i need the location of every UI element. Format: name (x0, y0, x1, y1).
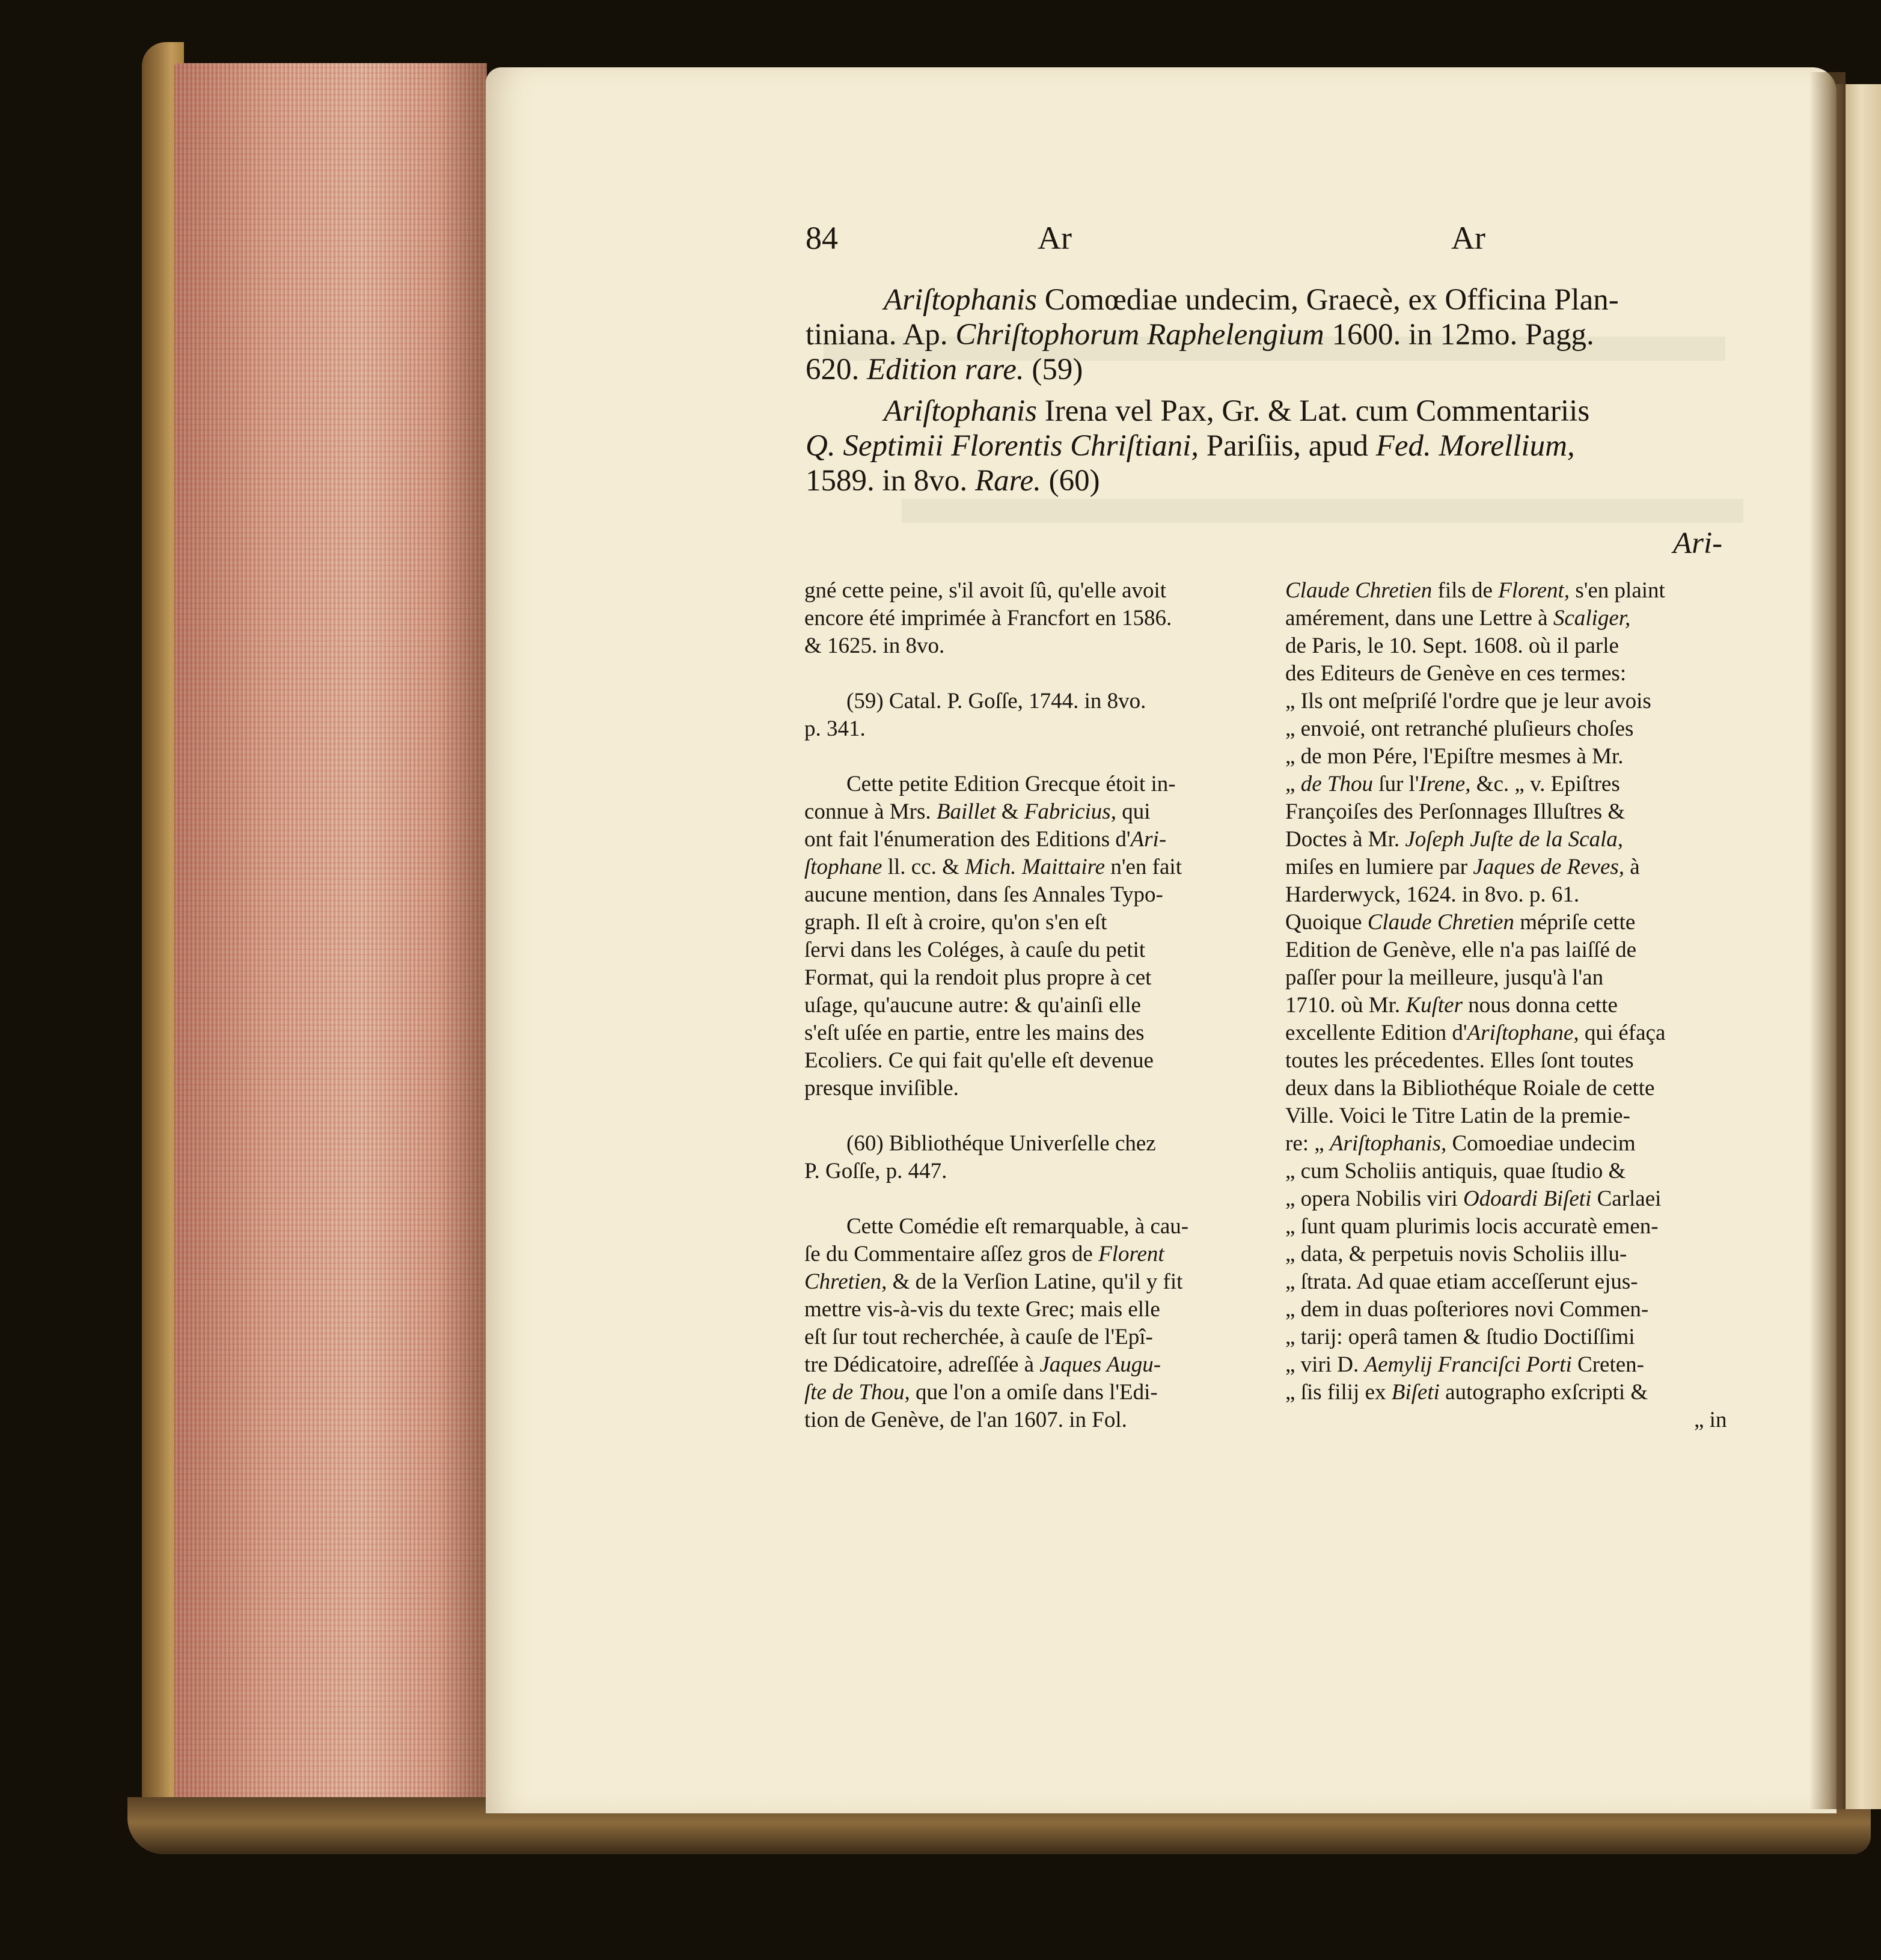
roman-text: de Paris, le 10. Sept. 1608. où il parle (1285, 633, 1619, 658)
text-line (804, 1406, 1188, 1434)
roman-text: s'en plaint (1570, 578, 1665, 603)
italic-text: Ariſtophane, (1467, 1021, 1579, 1045)
roman-text: Carlaei (1591, 1186, 1662, 1211)
text-line (804, 992, 1188, 1019)
text-line (804, 1185, 1188, 1213)
roman-text: & de la Verſion Latine, qu'il y fit (887, 1269, 1183, 1294)
text-line (1285, 853, 1727, 881)
text-line (804, 798, 1188, 826)
roman-text: qui (1116, 799, 1151, 824)
roman-text: connue à Mrs. (804, 799, 937, 824)
roman-text: 1600. in 12mo. Pagg. (1324, 318, 1594, 352)
roman-text: Comœdiae undecim, Graecè, ex Officina Plan- (1037, 283, 1619, 317)
roman-text: Edition de Genève, elle n'a pas laiſſé de (1285, 938, 1637, 962)
text-line (1285, 992, 1727, 1019)
roman-text: „ (1285, 772, 1301, 796)
text-line (804, 1379, 1188, 1406)
catchword: Ari- (1673, 527, 1723, 560)
roman-text: „ ſtrata. Ad quae etiam acceſſerunt ejus- (1285, 1269, 1638, 1294)
roman-text: (59) (1024, 353, 1083, 386)
left-column (804, 577, 1188, 1434)
text-line (1285, 1185, 1727, 1213)
text-line (804, 577, 1188, 605)
text-line (804, 936, 1188, 964)
text-line (1285, 964, 1727, 992)
entry-line (806, 352, 1619, 387)
text-line (804, 1019, 1188, 1047)
roman-text: „ data, & perpetuis novis Scholiis illu- (1285, 1242, 1627, 1266)
italic-text: ſtophane (804, 855, 882, 879)
roman-text: „ envoié, ont retranché pluſieurs choſes (1285, 716, 1634, 741)
roman-text: graph. Il eſt à croire, qu'on s'en eſt (804, 910, 1107, 935)
italic-text: Rare. (974, 464, 1041, 498)
text-line (1285, 1379, 1727, 1406)
italic-text: ſte de Thou, (804, 1380, 910, 1405)
text-line (1285, 1406, 1727, 1434)
roman-text: nous donna cette (1463, 993, 1618, 1018)
italic-text: Ari- (1130, 827, 1167, 852)
roman-text: & 1625. in 8vo. (804, 633, 945, 658)
text-line (804, 1241, 1188, 1268)
text-line (804, 1130, 1188, 1158)
roman-text: qui éfaça (1579, 1021, 1666, 1045)
text-line (1285, 1268, 1727, 1296)
roman-text: autographo exſcripti & (1439, 1380, 1648, 1405)
text-line (1285, 688, 1727, 715)
text-line (804, 743, 1188, 771)
text-line (804, 964, 1188, 992)
text-line (804, 1102, 1188, 1130)
roman-text: „ cum Scholiis antiquis, quae ſtudio & (1285, 1159, 1626, 1183)
roman-text: re: „ (1285, 1131, 1330, 1156)
text-line (1285, 1019, 1727, 1047)
italic-text: Odoardi Biſeti (1463, 1186, 1592, 1211)
roman-text: excellente Edition d' (1285, 1021, 1467, 1045)
text-line (1285, 1102, 1727, 1130)
running-head-left: Ar (1038, 220, 1072, 256)
roman-text: „ viri D. (1285, 1352, 1365, 1377)
text-line (1285, 743, 1727, 771)
roman-text: „ de mon Pére, l'Epiſtre mesmes à Mr. (1285, 744, 1624, 769)
italic-text: Chriſtophorum Raphelengium (955, 318, 1324, 352)
text-line (1285, 660, 1727, 688)
roman-text: des Editeurs de Genève en ces termes: (1285, 661, 1627, 686)
roman-text: „ tarij: operâ tamen & ſtudio Doctiſſimi (1285, 1325, 1635, 1349)
text-line (1285, 1130, 1727, 1158)
text-line (804, 1296, 1188, 1323)
roman-text: „ ſis filij ex (1285, 1380, 1392, 1405)
roman-text: que l'on a omiſe dans l'Edi- (910, 1380, 1158, 1405)
italic-text: Edition rare. (867, 353, 1024, 386)
italic-text: Biſeti (1391, 1380, 1440, 1405)
text-line (1285, 1296, 1727, 1323)
roman-text: encore été imprimée à Francfort en 1586. (804, 606, 1172, 630)
roman-text: Cette petite Edition Grecque étoit in- (846, 772, 1176, 796)
roman-text: tre Dédicatoire, adreſſée à (804, 1352, 1040, 1377)
roman-text: ſervi dans les Coléges, à cauſe du petit (804, 938, 1146, 962)
italic-text: Ariſtophanis, (1329, 1131, 1447, 1156)
roman-text: „ dem in duas poſteriores novi Commen- (1285, 1297, 1649, 1322)
roman-text: „ in (1694, 1408, 1727, 1432)
roman-text: à (1624, 855, 1640, 879)
roman-text: ſur l' (1372, 772, 1419, 796)
italic-text: Florent, (1498, 578, 1570, 603)
roman-text: p. 341. (804, 716, 866, 741)
entry-line (806, 317, 1619, 352)
roman-text: amérement, dans une Lettre à (1285, 606, 1553, 630)
text-line (1285, 1241, 1727, 1268)
text-line (804, 688, 1188, 715)
roman-text: mépriſe cette (1514, 910, 1636, 935)
roman-text: Format, qui la rendoit plus propre à cet (804, 965, 1152, 990)
roman-text: deux dans la Bibliothéque Roiale de cette (1285, 1076, 1655, 1101)
roman-text: Comoediae undecim (1446, 1131, 1636, 1156)
roman-text: Creten- (1571, 1352, 1644, 1377)
roman-text: Doctes à Mr. (1285, 827, 1405, 852)
roman-text: Pariſiis, apud (1199, 429, 1376, 463)
italic-text: Joſeph Juſte de la Scala, (1405, 827, 1624, 852)
text-line (1285, 577, 1727, 605)
text-line (1285, 1323, 1727, 1351)
italic-text: Ariſtophanis (884, 283, 1038, 317)
roman-text: (60) Bibliothéque Univerſelle chez (846, 1131, 1156, 1156)
text-line (804, 771, 1188, 798)
roman-text: Ecoliers. Ce qui fait qu'elle eſt devenue (804, 1048, 1154, 1073)
roman-text: Cette Comédie eſt remarquable, à cau- (846, 1214, 1189, 1239)
roman-text: &c. „ v. Epiſtres (1470, 772, 1620, 796)
text-line (804, 1351, 1188, 1379)
roman-text: aucune mention, dans ſes Annales Typo- (804, 882, 1163, 907)
text-line (804, 605, 1188, 632)
text-line (804, 1268, 1188, 1296)
roman-text: „ ſunt quam plurimis locis accuratè emen- (1285, 1214, 1659, 1239)
text-line (1285, 1213, 1727, 1241)
roman-text: Irena vel Pax, Gr. & Lat. cum Commentariis (1037, 394, 1590, 428)
italic-text: Fabricius, (1024, 799, 1116, 824)
text-line (804, 853, 1188, 881)
roman-text: (59) Catal. P. Goſſe, 1744. in 8vo. (846, 689, 1146, 713)
roman-text: eſt ſur tout recherchée, à cauſe de l'Epî- (804, 1325, 1153, 1349)
italic-text: Florent (1098, 1242, 1164, 1266)
roman-text: mettre vis-à-vis du texte Grec; mais elle (804, 1297, 1160, 1322)
text-line (1285, 715, 1727, 743)
text-line (804, 881, 1188, 909)
entry-line (806, 394, 1589, 429)
roman-text: „ opera Nobilis viri (1285, 1186, 1463, 1211)
italic-text: Baillet (936, 799, 996, 824)
italic-text: Ariſtophanis (884, 394, 1038, 428)
roman-text: 620. (806, 353, 867, 386)
roman-text: ont fait l'énumeration des Editions d' (804, 827, 1131, 852)
text-line (1285, 1158, 1727, 1185)
roman-text: ll. cc. & (882, 855, 965, 879)
text-line (804, 1047, 1188, 1075)
entry-line (806, 282, 1619, 317)
roman-text: Françoiſes des Perſonnages Illuſtres & (1285, 799, 1626, 824)
italic-text: Chretien, (804, 1269, 887, 1294)
roman-text: Quoique (1285, 910, 1368, 935)
roman-text: fils de (1432, 578, 1499, 603)
roman-text: & (996, 799, 1024, 824)
roman-text: paſſer pour la meilleure, jusqu'à l'an (1285, 965, 1604, 990)
roman-text: (60) (1041, 464, 1100, 498)
roman-text: toutes les précedentes. Elles ſont toutes (1285, 1048, 1634, 1073)
italic-text: Kuſter (1405, 993, 1463, 1018)
text-line (804, 826, 1188, 853)
roman-text: tiniana. Ap. (806, 318, 956, 352)
right-column (1285, 577, 1727, 1434)
roman-text: ſe du Commentaire aſſez gros de (804, 1242, 1099, 1266)
text-line (804, 660, 1188, 688)
text-line (1285, 1351, 1727, 1379)
page-edges-shadow (439, 63, 487, 1821)
bibliography-entry (806, 282, 1619, 387)
roman-text: gné cette peine, s'il avoit ſû, qu'elle avoit (804, 578, 1167, 603)
roman-text: s'eſt uſée en partie, entre les mains des (804, 1021, 1145, 1045)
text-line (1285, 798, 1727, 826)
italic-text: Jaques Augu- (1039, 1352, 1161, 1377)
page-number: 84 (806, 220, 838, 256)
italic-text: Scaliger, (1553, 606, 1631, 630)
text-line (804, 1213, 1188, 1241)
italic-text: Jaques de Reves, (1473, 855, 1625, 879)
italic-text: Aemylij Franciſci Porti (1364, 1352, 1572, 1377)
text-line (1285, 881, 1727, 909)
roman-text: „ Ils ont meſpriſé l'ordre que je leur avois (1285, 689, 1651, 713)
italic-text: Claude Chretien (1285, 578, 1433, 603)
italic-text: Irene, (1419, 772, 1471, 796)
text-line (804, 632, 1188, 660)
roman-text: miſes en lumiere par (1285, 855, 1473, 879)
text-line (1285, 771, 1727, 798)
text-line (804, 909, 1188, 936)
roman-text: P. Goſſe, p. 447. (804, 1159, 947, 1183)
running-head-right: Ar (1451, 220, 1485, 256)
roman-text: 1710. où Mr. (1285, 993, 1406, 1018)
italic-text: Q. Septimii Florentis Chriſtiani, (806, 429, 1199, 463)
text-line (1285, 936, 1727, 964)
roman-text: uſage, qu'aucune autre: & qu'ainſi elle (804, 993, 1141, 1018)
italic-text: Fed. Morellium, (1375, 429, 1575, 463)
roman-text: presque inviſible. (804, 1076, 959, 1101)
entry-line (806, 429, 1589, 463)
roman-text: Harderwyck, 1624. in 8vo. p. 61. (1285, 882, 1580, 907)
text-line (1285, 909, 1727, 936)
text-line (1285, 605, 1727, 632)
entry-line (806, 463, 1589, 498)
roman-text: Ville. Voici le Titre Latin de la premie- (1285, 1104, 1630, 1128)
text-line (1285, 632, 1727, 660)
text-line (1285, 1047, 1727, 1075)
roman-text: 1589. in 8vo. (806, 464, 975, 498)
show-through-shadow (902, 499, 1743, 523)
italic-text: Mich. Maittaire (965, 855, 1106, 879)
italic-text: Claude Chretien (1367, 910, 1514, 935)
bibliography-entry (806, 394, 1589, 498)
text-line (804, 1158, 1188, 1185)
text-line (804, 715, 1188, 743)
text-line (804, 1075, 1188, 1102)
italic-text: de Thou (1300, 772, 1373, 796)
text-line (1285, 1075, 1727, 1102)
text-line (1285, 826, 1727, 853)
page-gutter (1809, 72, 1846, 1809)
roman-text: tion de Genève, de l'an 1607. in Fol. (804, 1408, 1127, 1432)
roman-text: n'en fait (1105, 855, 1182, 879)
text-line (804, 1323, 1188, 1351)
